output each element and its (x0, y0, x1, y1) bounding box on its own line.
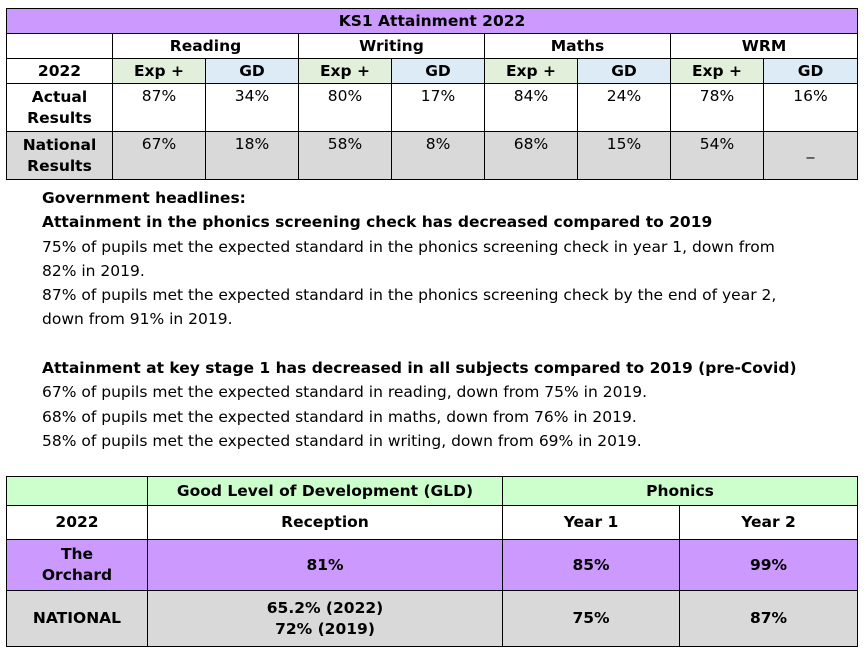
gd-header: GD (764, 59, 858, 84)
subject-header: Maths (485, 34, 671, 59)
value-cell: 8% (392, 132, 485, 180)
headline-text: 82% in 2019. (42, 261, 145, 280)
value-cell (148, 591, 503, 647)
value-cell: 87% (680, 591, 858, 647)
row-label-line: Results (27, 108, 92, 127)
value-cell: 84% (485, 84, 578, 132)
subject-header: Writing (299, 34, 485, 59)
row-label: NATIONAL (7, 591, 148, 647)
row-label-line: The (60, 545, 94, 563)
gd-header: GD (392, 59, 485, 84)
row-label-line: Orchard (41, 566, 113, 584)
table-row (7, 132, 858, 180)
value-cell: 34% (206, 84, 299, 132)
table-row (7, 591, 858, 647)
year-label: 2022 (7, 59, 113, 84)
exp-header: Exp + (113, 59, 206, 84)
value-cell: 81% (148, 540, 503, 591)
value-cell: 80% (299, 84, 392, 132)
table-title: KS1 Attainment 2022 (7, 9, 858, 34)
ks1-attainment-table (6, 8, 858, 180)
section-title: Attainment at key stage 1 has decreased in all subjects compared to 2019 (pre-Covid) (42, 359, 797, 378)
value-cell: _ (764, 132, 858, 180)
government-headlines (42, 186, 832, 453)
section-title: Attainment in the phonics screening check has decreased compared to 2019 (42, 213, 713, 232)
empty-cell (7, 477, 148, 506)
value-cell: 85% (503, 540, 680, 591)
headline-text: 58% of pupils met the expected standard in writing, down from 69% in 2019. (42, 431, 642, 450)
value-cell: 87% (113, 84, 206, 132)
gd-header: GD (578, 59, 671, 84)
value-cell: 99% (680, 540, 858, 591)
row-label-line: National (22, 135, 97, 154)
value-cell: 75% (503, 591, 680, 647)
headlines-heading: Government headlines: (42, 189, 246, 207)
row-label (7, 132, 113, 180)
headline-text: 67% of pupils met the expected standard in reading, down from 75% in 2019. (42, 383, 648, 402)
value-cell: 24% (578, 84, 671, 132)
gld-phonics-table (6, 476, 858, 647)
value-cell: 78% (671, 84, 764, 132)
value-cell: 54% (671, 132, 764, 180)
subject-header: Reading (113, 34, 299, 59)
headline-text: 75% of pupils met the expected standard in the phonics screening check in year 1, down from (42, 237, 775, 256)
table-row (7, 84, 858, 132)
row-label-line: Results (27, 156, 92, 175)
exp-header: Exp + (299, 59, 392, 84)
value-cell: 16% (764, 84, 858, 132)
value-cell: 68% (485, 132, 578, 180)
row-label-line: Actual (31, 87, 88, 106)
headline-text: 87% of pupils met the expected standard in the phonics screening check by the end of year 2, (42, 286, 777, 305)
value-cell: 17% (392, 84, 485, 132)
value-cell: 18% (206, 132, 299, 180)
empty-cell (7, 34, 113, 59)
headline-text: 68% of pupils met the expected standard in maths, down from 76% in 2019. (42, 407, 637, 426)
value-cell: 67% (113, 132, 206, 180)
row-label (7, 84, 113, 132)
exp-header: Exp + (485, 59, 578, 84)
gd-header: GD (206, 59, 299, 84)
value-cell: 15% (578, 132, 671, 180)
value-cell: 58% (299, 132, 392, 180)
value-line: 72% (2019) (275, 619, 375, 638)
headline-text: down from 91% in 2019. (42, 310, 233, 329)
year-label: 2022 (7, 506, 148, 540)
table-row (7, 540, 858, 591)
row-label (7, 540, 148, 591)
spacer (42, 332, 832, 356)
exp-header: Exp + (671, 59, 764, 84)
phonics-header: Phonics (503, 477, 858, 506)
reception-label: Reception (148, 506, 503, 540)
year2-label: Year 2 (680, 506, 858, 540)
value-line: 65.2% (2022) (266, 598, 384, 617)
subject-header: WRM (671, 34, 858, 59)
gld-header: Good Level of Development (GLD) (148, 477, 503, 506)
year1-label: Year 1 (503, 506, 680, 540)
